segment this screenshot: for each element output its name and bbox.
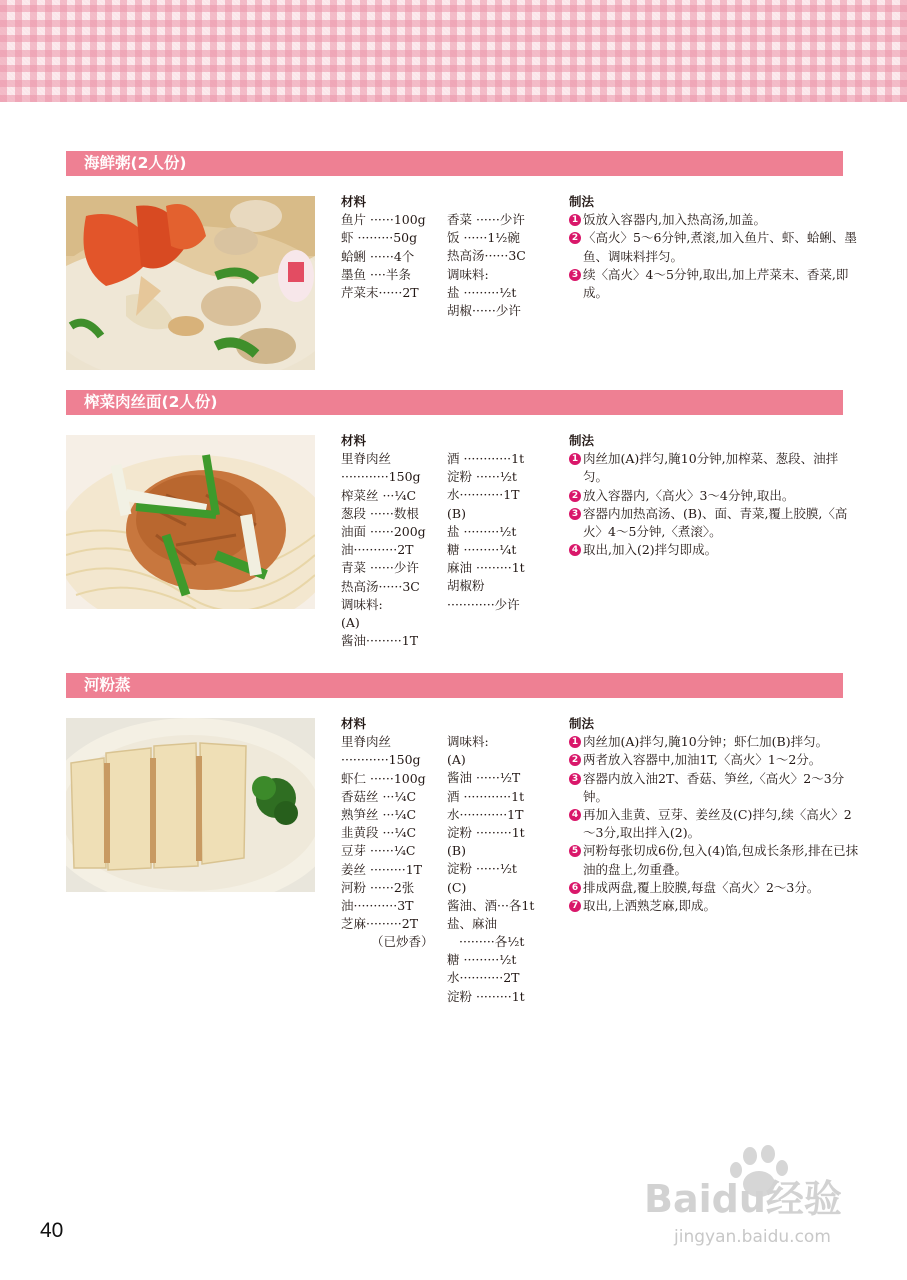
ingredient-item: 调味料: <box>447 734 489 749</box>
step-text: 〈高火〉5～6分钟,煮滚,加入鱼片、虾、蛤蜊、墨鱼、调味料拌匀。 <box>583 230 857 264</box>
ingredient-item: ············150g <box>341 469 421 485</box>
ingredient-item: (A) <box>341 614 360 630</box>
ingredient-item: 芹菜末······2T <box>341 284 419 300</box>
ingredient-item: 酒 ············1t <box>447 451 525 466</box>
step-number-badge: 3 <box>569 269 581 281</box>
method-step <box>569 505 862 541</box>
method-steps <box>569 715 862 915</box>
ingredient-item: 熟笋丝 ···¼C <box>341 806 417 822</box>
step-text: 再加入韭黄、豆芽、姜丝及(C)拌匀,续〈高火〉2～3分,取出拌入(2)。 <box>583 807 852 841</box>
ingredient-item: 姜丝 ·········1T <box>341 861 423 877</box>
ingredient-item: 淀粉 ······½t <box>447 469 517 485</box>
ingredients-column-2 <box>447 450 525 614</box>
step-number-badge: 1 <box>569 453 581 465</box>
step-number-badge: 2 <box>569 232 581 244</box>
recipe-title: 海鲜粥(2人份) <box>84 154 187 172</box>
recipe-title: 河粉蒸 <box>84 676 131 694</box>
ingredient-item: 胡椒粉 <box>447 578 485 594</box>
ingredient-item: 热高汤······3C <box>341 578 420 594</box>
method-step <box>569 879 862 897</box>
ingredient-item: 淀粉 ······½t <box>447 861 517 877</box>
ingredient-item: ·········各½t <box>459 934 525 950</box>
ingredients-column-1 <box>341 432 426 650</box>
method-step <box>569 842 862 878</box>
method-step <box>569 897 862 915</box>
ingredient-item: 调味料: <box>341 596 383 612</box>
ingredient-item: 水···········1T <box>447 487 520 503</box>
ingredients-column-1 <box>341 193 426 302</box>
method-heading: 制法 <box>569 433 595 448</box>
ingredient-item: (C) <box>447 879 467 895</box>
ingredient-note: （已炒香） <box>371 934 434 950</box>
page-number: 40 <box>40 1219 64 1242</box>
ingredient-item: 里脊肉丝 <box>341 451 392 467</box>
step-text: 肉丝加(A)拌匀,腌10分钟,加榨菜、葱段、油拌匀。 <box>583 451 839 485</box>
ingredient-item: 酒 ············1t <box>447 788 525 804</box>
ingredients-column-1 <box>341 715 434 951</box>
ingredient-item: 墨鱼 ····半条 <box>341 266 411 282</box>
ingredient-item: 里脊肉丝 <box>341 734 392 750</box>
method-step <box>569 211 862 229</box>
ingredient-item: 糖 ·········¼t <box>447 541 517 557</box>
ingredients-column-2 <box>447 733 534 1006</box>
step-text: 放入容器内,〈高火〉3～4分钟,取出。 <box>583 487 795 503</box>
method-steps <box>569 193 862 302</box>
step-number-badge: 7 <box>569 900 581 912</box>
method-step <box>569 487 862 505</box>
step-number-badge: 4 <box>569 809 581 821</box>
ingredient-item: 蛤蜊 ······4个 <box>341 248 415 264</box>
method-step <box>569 751 862 769</box>
step-number-badge: 1 <box>569 214 581 226</box>
step-text: 两者放入容器中,加油1T,〈高火〉1～2分。 <box>583 752 822 768</box>
ingredient-item: 盐 ·········½t <box>447 284 517 300</box>
ingredient-item: 葱段 ······数根 <box>341 505 419 521</box>
ingredient-item: 酱油、酒···各1t <box>447 897 535 913</box>
recipe-title-bar <box>66 673 843 698</box>
step-text: 取出,上洒熟芝麻,即成。 <box>583 898 716 914</box>
ingredient-item: 胡椒······少许 <box>447 302 521 318</box>
step-text: 容器内放入油2T、香菇、笋丝,〈高火〉2～3分钟。 <box>583 770 845 804</box>
ingredients-heading: 材料 <box>341 433 367 448</box>
gingham-header-banner <box>0 0 907 102</box>
ingredient-item: 香菇丝 ···¼C <box>341 788 417 804</box>
ingredients-heading: 材料 <box>341 194 367 209</box>
ingredient-item: 鱼片 ······100g <box>341 212 426 228</box>
step-text: 续〈高火〉4～5分钟,取出,加上芹菜末、香菜,即成。 <box>583 266 849 301</box>
step-text: 取出,加入(2)拌匀即成。 <box>583 542 718 558</box>
ingredient-item: 热高汤······3C <box>447 248 526 264</box>
ingredient-item: 韭黄段 ···¼C <box>341 825 417 841</box>
method-step <box>569 806 862 842</box>
watermark-url: jingyan.baidu.com <box>674 1227 831 1247</box>
rice-noodle-roll-photo <box>66 718 315 892</box>
ingredient-item: 水···········2T <box>447 970 520 986</box>
watermark-brand: Baidu经验 <box>644 1177 842 1221</box>
step-number-badge: 3 <box>569 508 581 520</box>
method-step <box>569 266 862 302</box>
recipe-title-bar <box>66 390 843 415</box>
ingredient-item: 糖 ·········½t <box>447 952 517 968</box>
step-text: 容器内加热高汤、(B)、面、青菜,覆上胶膜,〈高火〉4～5分钟,〈煮滚〉。 <box>583 505 848 540</box>
ingredient-item: ············少许 <box>447 596 520 612</box>
step-text: 饭放入容器内,加入热高汤,加盖。 <box>583 212 766 228</box>
ingredients-column-2 <box>447 211 526 320</box>
ingredient-item: 淀粉 ·········1t <box>447 988 525 1004</box>
ingredient-item: 麻油 ·········1t <box>447 560 525 576</box>
step-text: 肉丝加(A)拌匀,腌10分钟；虾仁加(B)拌匀。 <box>583 734 829 750</box>
step-text: 河粉每张切成6份,包入(4)馅,包成长条形,排在已抹油的盘上,勿重叠。 <box>583 843 859 877</box>
ingredient-item: 油面 ······200g <box>341 523 426 539</box>
step-number-badge: 2 <box>569 490 581 502</box>
ingredient-item: 榨菜丝 ···¼C <box>341 487 417 503</box>
ingredient-item: 饭 ······1½碗 <box>447 230 520 246</box>
ingredient-item: 水············1T <box>447 806 524 822</box>
ingredient-item: 酱油 ······½T <box>447 770 521 786</box>
ingredient-item: 豆芽 ······¼C <box>341 843 416 859</box>
method-step <box>569 541 862 559</box>
method-step <box>569 733 862 751</box>
step-number-badge: 1 <box>569 736 581 748</box>
ingredient-item: 油···········2T <box>341 542 414 558</box>
method-heading: 制法 <box>569 194 595 209</box>
step-text: 排成两盘,覆上胶膜,每盘〈高火〉2～3分。 <box>583 879 820 895</box>
ingredient-item: (B) <box>447 843 466 859</box>
step-number-badge: 2 <box>569 754 581 766</box>
method-step <box>569 770 862 806</box>
method-step <box>569 229 862 265</box>
ingredient-item: 盐、麻油 <box>447 915 498 931</box>
step-number-badge: 6 <box>569 882 581 894</box>
method-step <box>569 450 862 486</box>
ingredient-item: 青菜 ······少许 <box>341 560 419 576</box>
ingredient-item: 虾仁 ······100g <box>341 770 426 786</box>
ingredient-item: (A) <box>447 752 466 768</box>
ingredients-heading: 材料 <box>341 716 367 731</box>
seafood-congee-photo <box>66 196 315 370</box>
method-heading: 制法 <box>569 716 595 731</box>
step-number-badge: 5 <box>569 845 581 857</box>
ingredient-item: 淀粉 ·········1t <box>447 824 525 840</box>
ingredient-item: 酱油·········1T <box>341 633 419 649</box>
step-number-badge: 4 <box>569 544 581 556</box>
recipe-title: 榨菜肉丝面(2人份) <box>84 393 218 411</box>
method-steps <box>569 432 862 559</box>
ingredient-item: 盐 ·········½t <box>447 523 517 539</box>
pork-noodle-photo <box>66 435 315 609</box>
ingredient-item: 调味料: <box>447 266 489 282</box>
ingredient-item: 河粉 ······2张 <box>341 879 415 895</box>
ingredient-item: (B) <box>447 505 466 521</box>
ingredient-item: ············150g <box>341 752 421 768</box>
ingredient-item: 虾 ·········50g <box>341 230 418 246</box>
ingredient-item: 香菜 ······少许 <box>447 212 525 227</box>
step-number-badge: 3 <box>569 773 581 785</box>
ingredient-item: 芝麻·········2T <box>341 916 419 932</box>
baidu-jingyan-watermark <box>640 1142 870 1252</box>
recipe-title-bar <box>66 151 843 176</box>
ingredient-item: 油···········3T <box>341 897 414 913</box>
